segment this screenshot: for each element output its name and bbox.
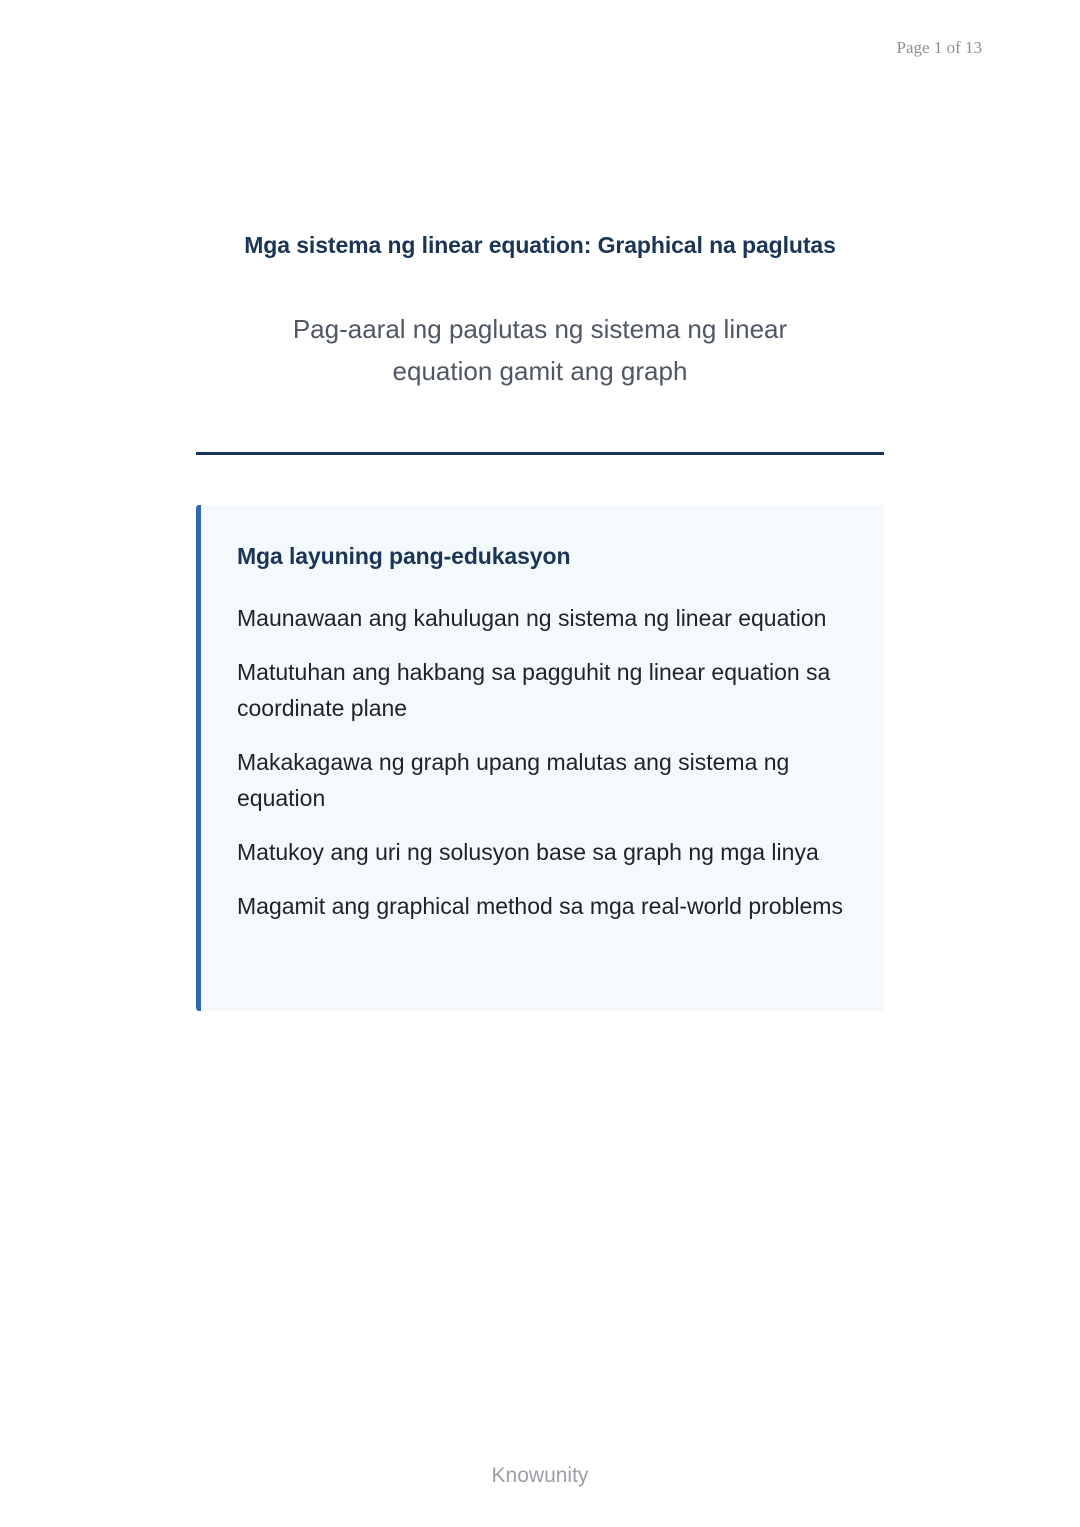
objectives-list <box>237 600 854 924</box>
page-number: Page 1 of 13 <box>896 38 982 57</box>
objective-item: Magamit ang graphical method sa mga real-world problems <box>237 893 843 919</box>
objectives-heading: Mga layuning pang-edukasyon <box>237 543 571 569</box>
objectives-box <box>196 505 884 1011</box>
objective-item: Maunawaan ang kahulugan ng sistema ng linear equation <box>237 605 827 631</box>
page-title: Mga sistema ng linear equation: Graphical na paglutas <box>244 232 836 258</box>
objective-item: Makakagawa ng graph upang malutas ang sistema ng equation <box>237 749 790 811</box>
footer-brand: Knowunity <box>491 1464 589 1487</box>
title-divider <box>196 452 884 455</box>
objective-item: Matukoy ang uri ng solusyon base sa graph ng mga linya <box>237 839 819 865</box>
subtitle-line-1: Pag-aaral ng paglutas ng sistema ng linear <box>292 314 788 344</box>
page-subtitle <box>240 308 840 392</box>
objective-item: Matutuhan ang hakbang sa pagguhit ng linear equation sa coordinate plane <box>237 659 831 721</box>
subtitle-line-2: equation gamit ang graph <box>392 356 688 386</box>
